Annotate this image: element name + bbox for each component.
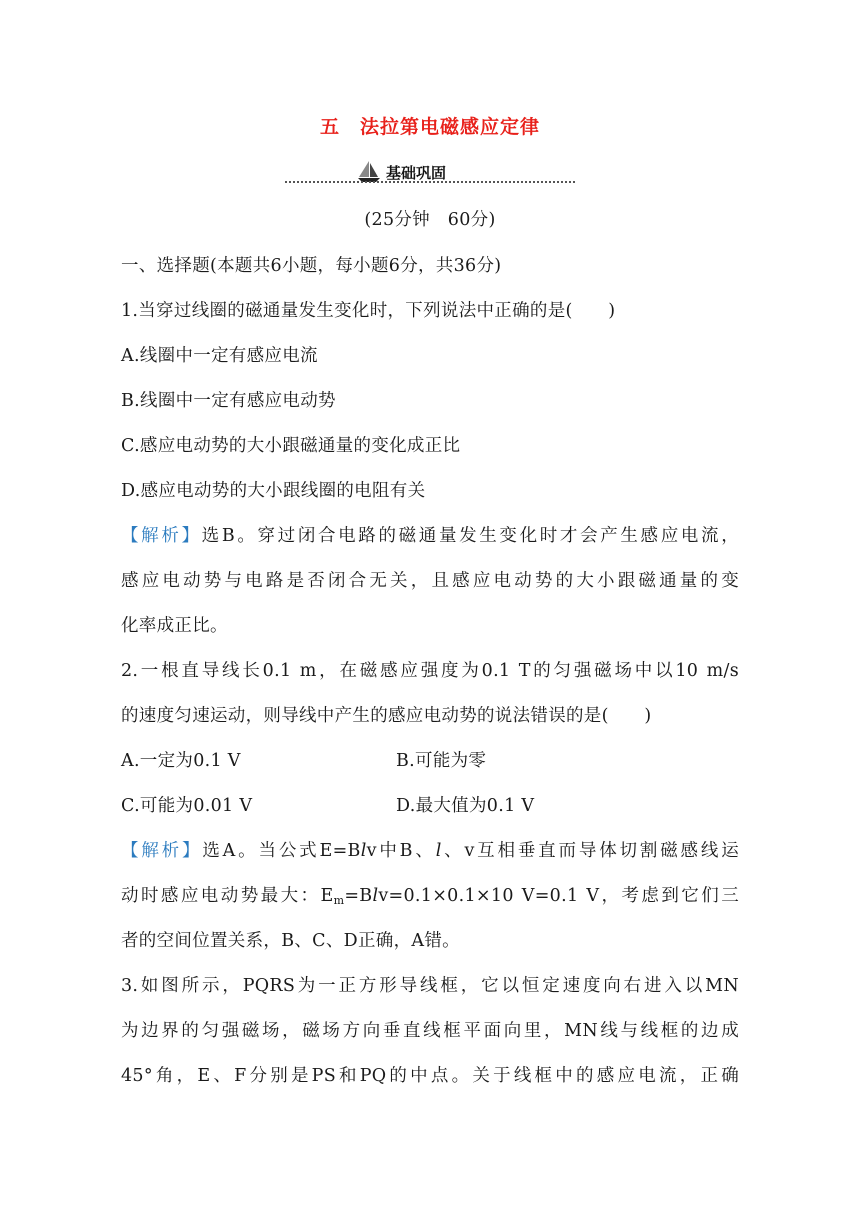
- question-2-option-a: A.一定为0.1 V: [121, 751, 241, 771]
- question-3-stem-line-1: 3.如图所示，PQRS为一正方形导线框，它以恒定速度向右进入以MN: [121, 976, 739, 996]
- question-1-option-a: A.线圈中一定有感应电流: [121, 346, 318, 366]
- question-2-option-d: D.最大值为0.1 V: [396, 796, 535, 816]
- question-3-stem-line-3: 45°角，E、F分别是PS和PQ的中点。关于线框中的感应电流，正确: [121, 1066, 739, 1086]
- page-title: 五 法拉第电磁感应定律: [319, 116, 540, 138]
- question-1-option-b: B.线圈中一定有感应电动势: [121, 391, 336, 411]
- question-2-options-row-2: [121, 792, 535, 817]
- question-2-analysis-line-3: 者的空间位置关系，B、C、D正确，A错。: [121, 931, 460, 951]
- question-1-analysis-line-1: 【解析】选B。穿过闭合电路的磁通量发生变化时才会产生感应电流，: [121, 526, 739, 546]
- analysis-tag: 【解析】: [121, 526, 202, 546]
- question-2-analysis-line-2: 动时感应电动势最大：$E_m=Blv=0.1\times 0.1\times 10$ V=0.1 V，考虑到它们三: [121, 886, 739, 907]
- question-1-analysis-line-2: 感应电动势与电路是否闭合无关，且感应电动势的大小跟磁通量的变: [121, 571, 739, 591]
- question-3-stem-line-2: 为边界的匀强磁场，磁场方向垂直线框平面向里，MN线与线框的边成: [121, 1021, 739, 1041]
- time-score: (25分钟 60分): [364, 210, 496, 230]
- question-2-options-row-1: [121, 747, 487, 772]
- question-1-analysis-line-3: 化率成正比。: [121, 616, 228, 636]
- question-2-option-c: C.可能为0.01 V: [121, 796, 253, 816]
- question-2-stem-line-2: 的速度匀速运动，则导线中产生的感应电动势的说法错误的是( ): [121, 706, 652, 726]
- question-2-analysis-line-1: 【解析】选A。当公式E=Blv中B、l、v互相垂直而导体切割磁感线运: [121, 841, 739, 861]
- analysis-tag: 【解析】: [121, 841, 203, 861]
- question-1-option-d: D.感应电动势的大小跟线圈的电阻有关: [121, 481, 426, 501]
- question-1-stem: 1.当穿过线圈的磁通量发生变化时，下列说法中正确的是( ): [121, 301, 616, 321]
- section-tag-label: 基础巩固: [386, 163, 447, 182]
- question-1-option-c: C.感应电动势的大小跟磁通量的变化成正比: [121, 436, 461, 456]
- question-2-stem-line-1: 2.一根直导线长0.1 m，在磁感应强度为0.1 T的匀强磁场中以10 m/s: [121, 661, 739, 681]
- question-2-option-b: B.可能为零: [396, 751, 487, 771]
- part-heading: 一、选择题(本题共6小题，每小题6分，共36分): [121, 256, 502, 276]
- section-divider: [285, 181, 575, 183]
